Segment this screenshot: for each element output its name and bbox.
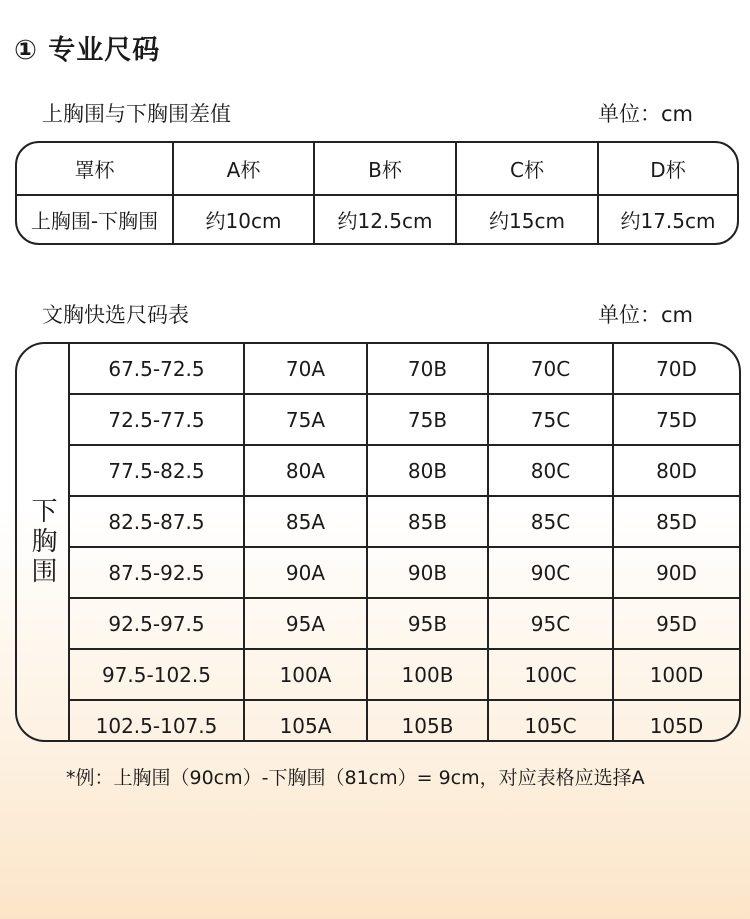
section2-heading: 文胸快选尺码表 <box>42 303 189 327</box>
size-cell: 75B <box>368 395 489 444</box>
size-cell: 100B <box>368 650 489 699</box>
underbust-range-cell: 67.5-72.5 <box>70 344 245 393</box>
size-cell: 90B <box>368 548 489 597</box>
size-cell: 90A <box>245 548 368 597</box>
table-cell: 约10cm <box>174 196 315 243</box>
size-cell: 85B <box>368 497 489 546</box>
underbust-range-cell: 72.5-77.5 <box>70 395 245 444</box>
size-cell: 70A <box>245 344 368 393</box>
underbust-range-cell: 102.5-107.5 <box>70 701 245 742</box>
table-header-cell: B杯 <box>315 143 457 194</box>
table-row <box>70 650 739 701</box>
size-cell: 90C <box>489 548 614 597</box>
table-row <box>17 196 737 243</box>
size-cell: 85D <box>656 509 697 534</box>
size-cell: 100A <box>245 650 368 699</box>
size-cell: 105B <box>368 701 489 742</box>
size-cell: 95C <box>489 599 614 648</box>
table-row <box>70 395 739 446</box>
size-cell: 85C <box>489 497 614 546</box>
section1-heading: 上胸围与下胸围差值 <box>42 102 231 126</box>
size-cell: 105A <box>245 701 368 742</box>
page-title: ① 专业尺码 <box>14 35 161 66</box>
table-row <box>70 446 739 497</box>
size-cell: 105D <box>649 713 704 738</box>
size-cell: 70C <box>489 344 614 393</box>
side-label-column <box>17 344 70 740</box>
size-cell: 80A <box>245 446 368 495</box>
example-note: *例：上胸围（90cm）-下胸围（81cm）= 9cm，对应表格应选择A <box>66 767 645 789</box>
size-cell: 95B <box>368 599 489 648</box>
size-cell: 100D <box>649 662 704 687</box>
table-cell: 上胸围-下胸围 <box>17 196 174 243</box>
table-header-cell: A杯 <box>174 143 315 194</box>
size-cell: 80C <box>489 446 614 495</box>
table-header-cell: C杯 <box>457 143 599 194</box>
table-row <box>70 701 739 742</box>
size-grid <box>70 344 739 740</box>
size-cell: 90D <box>656 560 697 585</box>
table-row <box>70 599 739 650</box>
table-cell: 约12.5cm <box>315 196 457 243</box>
section2-unit: 单位：cm <box>598 303 694 327</box>
size-cell: 85A <box>245 497 368 546</box>
size-cell: 75C <box>489 395 614 444</box>
cup-difference-table <box>15 141 739 245</box>
size-cell: 75D <box>656 407 697 432</box>
underbust-range-cell: 77.5-82.5 <box>70 446 245 495</box>
table-cell: 约15cm <box>457 196 599 243</box>
underbust-range-cell: 82.5-87.5 <box>70 497 245 546</box>
section1-unit: 单位：cm <box>598 102 694 126</box>
table-header-row <box>17 143 737 196</box>
size-cell: 95D <box>656 611 697 636</box>
underbust-range-cell: 92.5-97.5 <box>70 599 245 648</box>
size-cell: 100C <box>489 650 614 699</box>
table-header-cell: 罩杯 <box>17 143 174 194</box>
side-label: 下胸围 <box>27 497 57 587</box>
size-cell: 75A <box>245 395 368 444</box>
table-header-cell: D杯 <box>650 158 686 182</box>
size-cell: 105C <box>489 701 614 742</box>
table-row <box>70 548 739 599</box>
underbust-range-cell: 97.5-102.5 <box>70 650 245 699</box>
size-cell: 95A <box>245 599 368 648</box>
size-cell: 80D <box>656 458 697 483</box>
table-row <box>70 497 739 548</box>
underbust-range-cell: 87.5-92.5 <box>70 548 245 597</box>
table-cell: 约17.5cm <box>620 209 716 233</box>
table-row <box>70 344 739 395</box>
size-cell: 70B <box>368 344 489 393</box>
size-quick-table <box>15 342 741 742</box>
size-cell: 70D <box>656 356 697 381</box>
size-cell: 80B <box>368 446 489 495</box>
